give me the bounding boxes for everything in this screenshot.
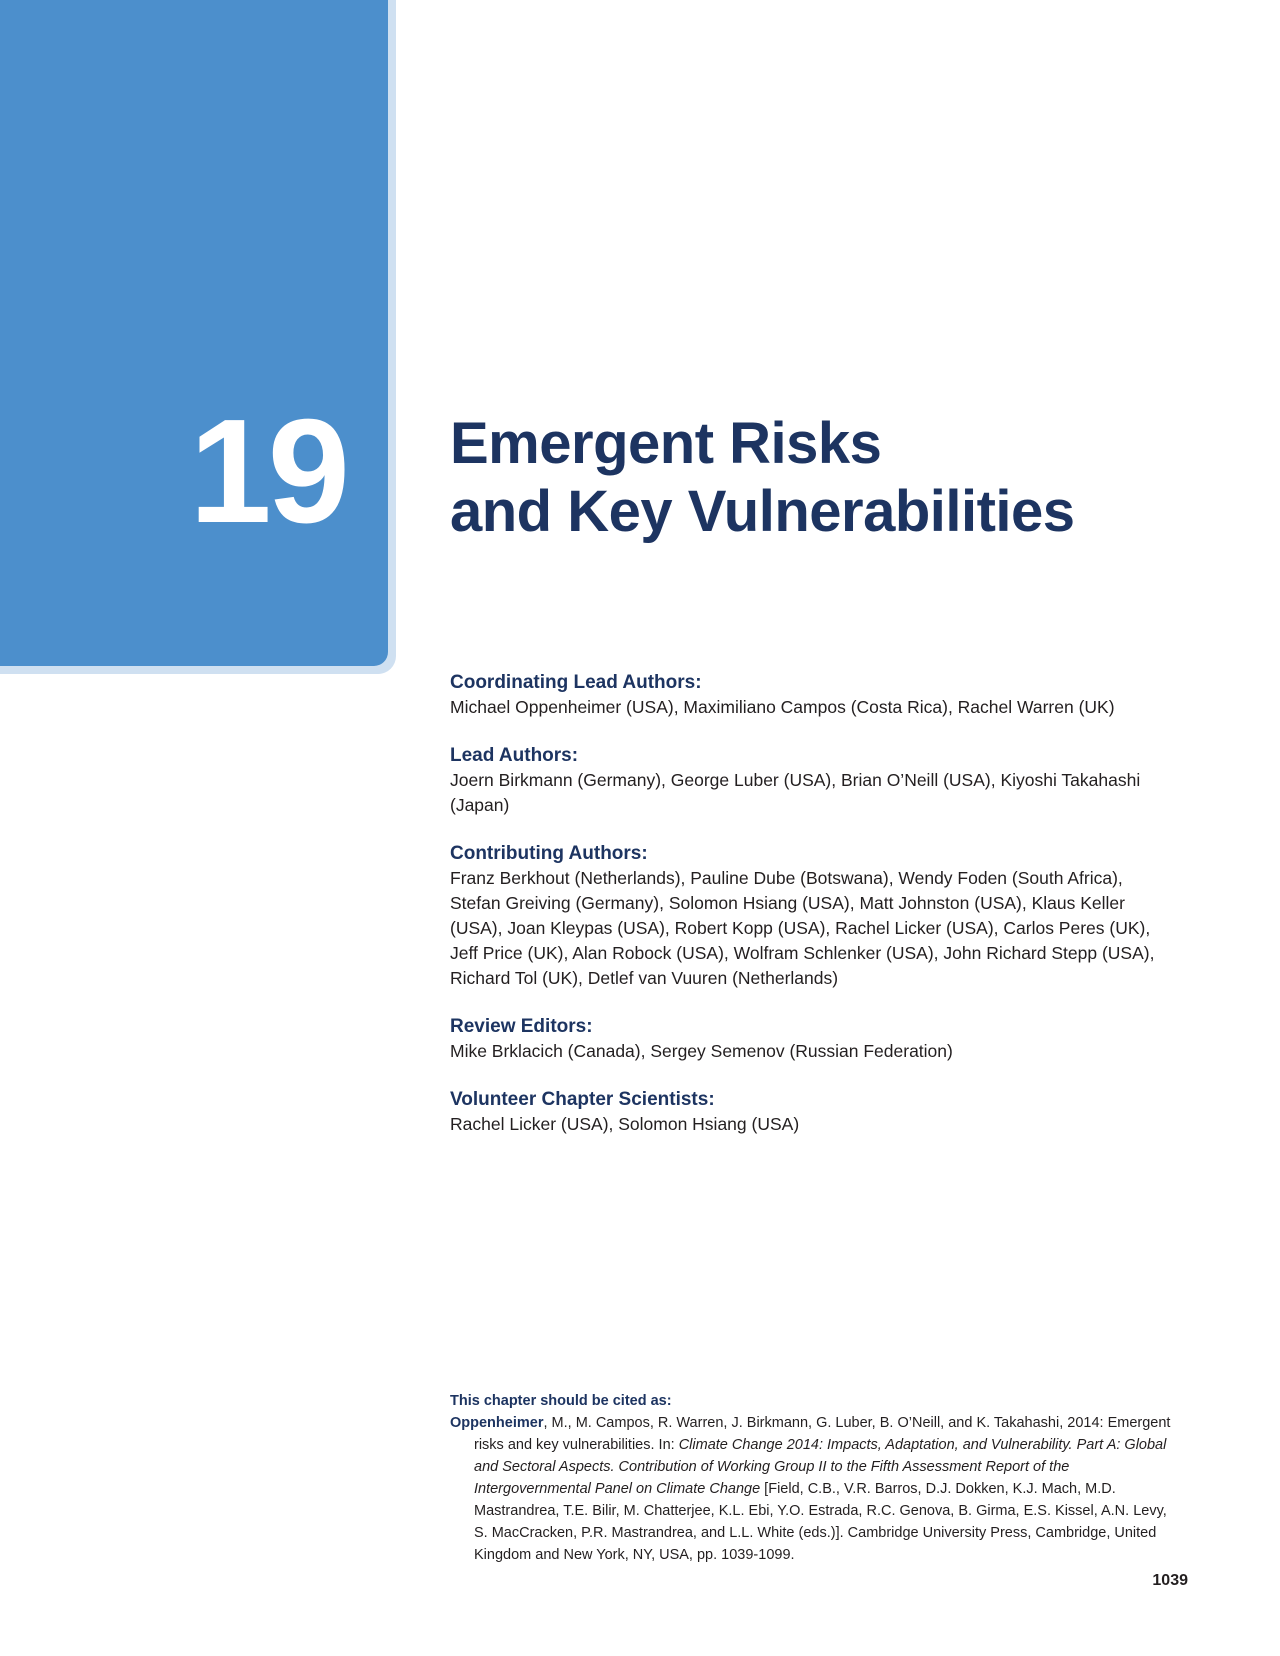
section-names: Rachel Licker (USA), Solomon Hsiang (USA) (450, 1114, 800, 1134)
section-label: Volunteer Chapter Scientists: (450, 1089, 715, 1110)
citation-heading: This chapter should be cited as: (450, 1393, 672, 1409)
chapter-title-line1: Emergent Risks (450, 411, 882, 476)
section-names: Michael Oppenheimer (USA), Maximiliano Campos (Costa Rica), Rachel Warren (UK) (450, 697, 1115, 717)
coordinating-lead-authors (450, 670, 1170, 720)
chapter-block (0, 0, 388, 666)
section-names: Mike Brklacich (Canada), Sergey Semenov (Russian Federation) (450, 1041, 953, 1061)
section-label: Contributing Authors: (450, 843, 648, 864)
citation-text (450, 1412, 1180, 1566)
chapter-title (450, 410, 1230, 546)
contributing-authors (450, 841, 1170, 991)
chapter-title-line2: and Key Vulnerabilities (450, 479, 1075, 544)
volunteer-chapter-scientists (450, 1087, 1170, 1137)
citation-part1: , M., M. Campos, R. Warren, J. Birkmann, G. Luber, B. O’Neill, and K. Takahashi, 2014: Emergent risks and key vulnerabilities. In: (474, 1415, 1171, 1453)
section-label: Coordinating Lead Authors: (450, 672, 702, 693)
review-editors (450, 1014, 1170, 1064)
page-number: 1039 (1152, 1572, 1188, 1589)
section-names: Joern Birkmann (Germany), George Luber (USA), Brian O’Neill (USA), Kiyoshi Takahashi (Japan) (450, 770, 1141, 815)
section-label: Review Editors: (450, 1016, 593, 1037)
citation-book-title: Climate Change 2014: Impacts, Adaptation, and Vulnerability. Part A: Global and Sectoral Aspects. Contribution of Working Group II to the Fifth Assessment Report of the Intergovernmental Panel on Climate Change (474, 1437, 1167, 1497)
citation-lead-author: Oppenheimer (450, 1415, 544, 1431)
author-list (450, 670, 1170, 1160)
section-names: Franz Berkhout (Netherlands), Pauline Dube (Botswana), Wendy Foden (South Africa), Stefan Greiving (Germany), Solomon Hsiang (USA), Matt Johnston (USA), Klaus Keller (USA), Joan Kleypas (USA), Robert Kopp (USA), Rachel Licker (USA), Carlos Peres (UK), Jeff Price (UK), Alan Robock (USA), Wolfram Schlenker (USA), John Richard Stepp (USA), Richard Tol (UK), Detlef van Vuuren (Netherlands) (450, 868, 1155, 988)
section-label: Lead Authors: (450, 745, 579, 766)
citation-part2: [Field, C.B., V.R. Barros, D.J. Dokken, K.J. Mach, M.D. Mastrandrea, T.E. Bilir, M. Chatterjee, K.L. Ebi, Y.O. Estrada, R.C. Genova, B. Girma, E.S. Kissel, A.N. Levy, S. MacCracken, P.R. Mastrandrea, and L.L. White (eds.)]. Cambridge University Press, Cambridge, United Kingdom and New York, NY, USA, pp. 1039-1099. (474, 1481, 1167, 1563)
lead-authors (450, 743, 1170, 818)
citation-block (450, 1390, 1180, 1566)
chapter-number: 19 (189, 389, 346, 554)
